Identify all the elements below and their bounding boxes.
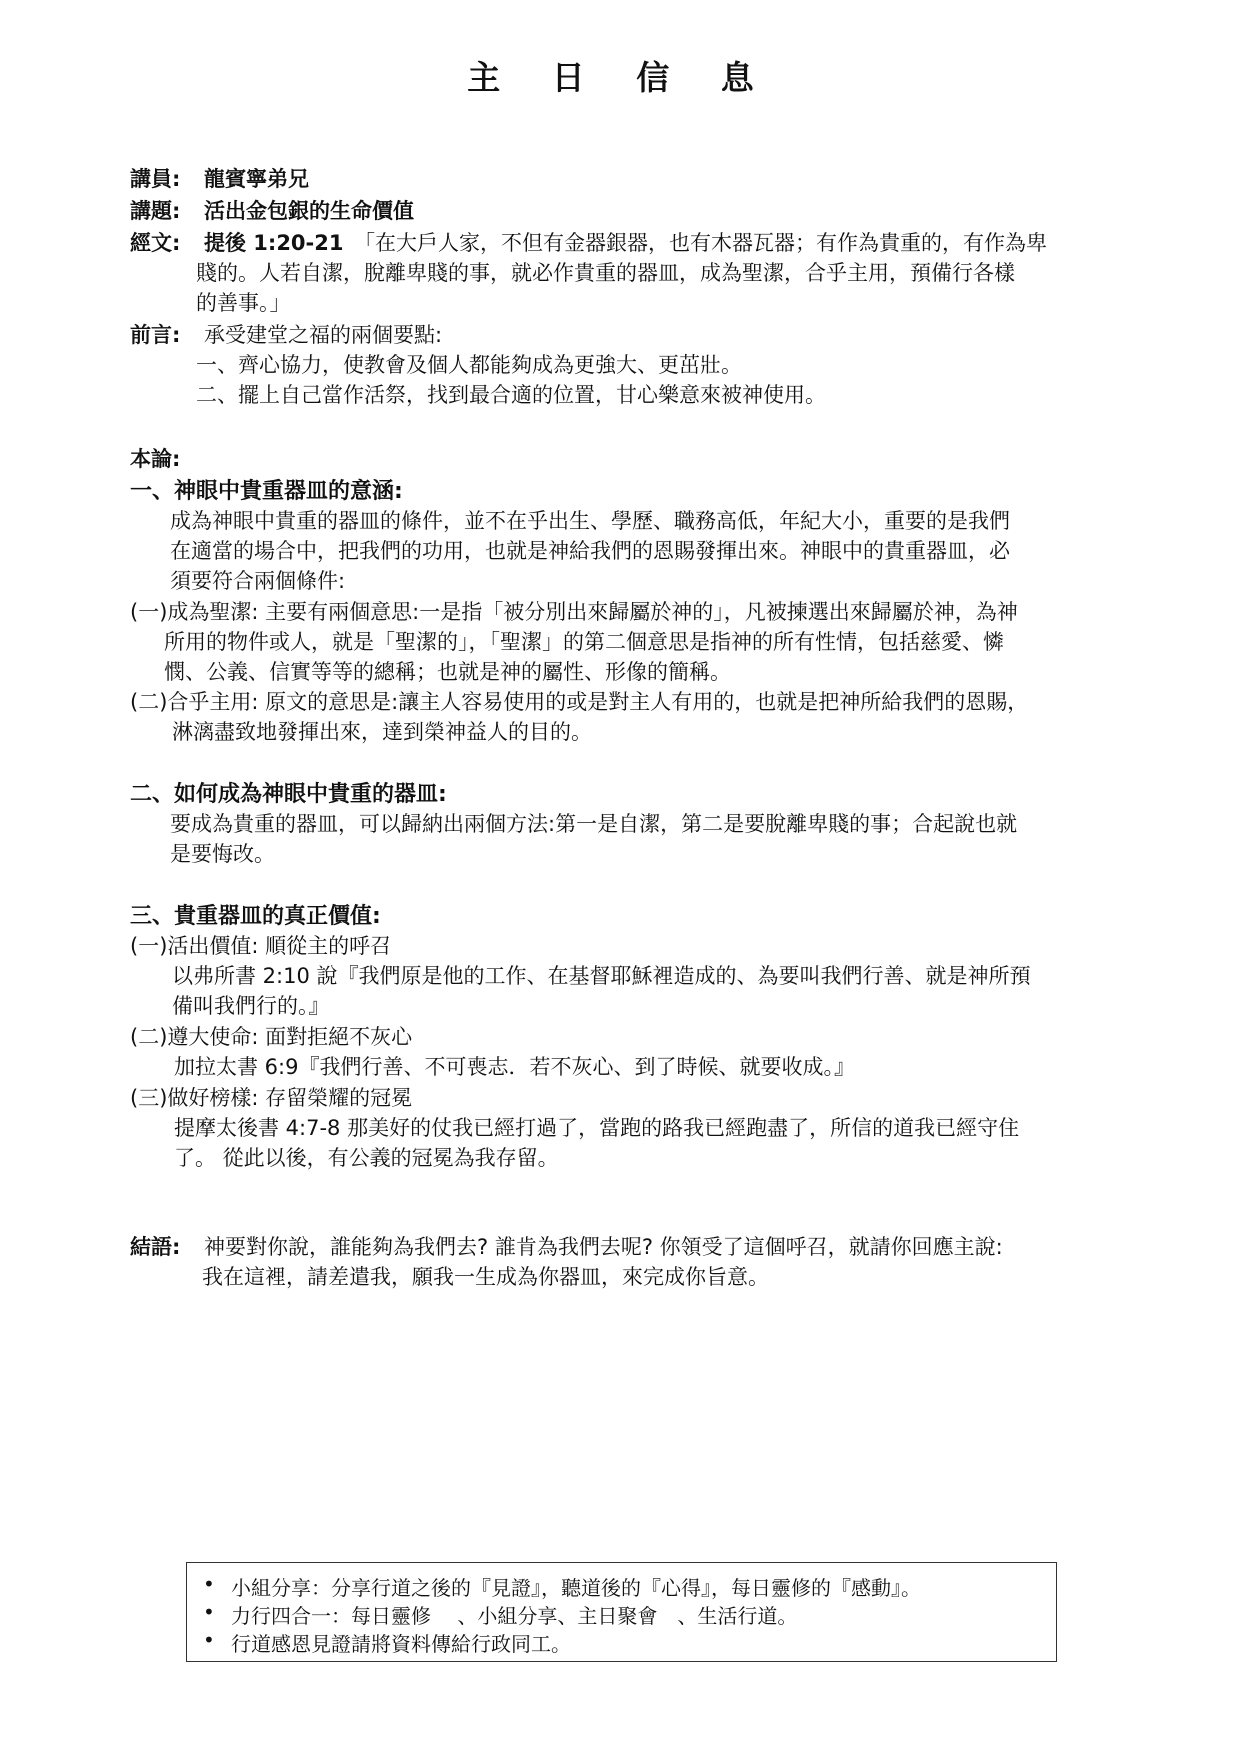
section3-item-line: 加拉太書 6:9『我們行善、不可喪志．若不灰心、到了時候、就要收成。』 bbox=[174, 1055, 855, 1079]
section3-item-line: 了。 從此以後，有公義的冠冕為我存留。 bbox=[174, 1146, 559, 1170]
section2-para: 是要悔改。 bbox=[170, 842, 275, 866]
section3-heading: 三、貴重器皿的真正價值: bbox=[130, 904, 381, 929]
section1-item2: 淋漓盡致地發揮出來，達到榮神益人的目的。 bbox=[172, 720, 592, 744]
scripture-label: 經文: bbox=[130, 231, 181, 255]
section2-heading: 二、如何成為神眼中貴重的器皿: bbox=[130, 782, 447, 807]
scripture-line: 的善事。」 bbox=[196, 291, 291, 315]
preface-point: 一、齊心協力，使教會及個人都能夠成為更強大、更茁壯。 bbox=[196, 353, 742, 377]
note-item: • 行道感恩見證請將資料傳給行政同工。 bbox=[231, 1628, 571, 1657]
section1-item1: 憫、公義、信實等等的總稱；也就是神的屬性、形像的簡稱。 bbox=[164, 660, 731, 684]
preface-point: 二、擺上自己當作活祭，找到最合適的位置，甘心樂意來被神使用。 bbox=[196, 383, 826, 407]
section1-para: 成為神眼中貴重的器皿的條件，並不在乎出生、學歷、職務高低，年紀大小，重要的是我們 bbox=[170, 509, 1010, 533]
section3-item-title: (一)活出價值: 順從主的呼召 bbox=[130, 934, 392, 958]
section1-item2: (二)合乎主用: 原文的意思是:讓主人容易使用的或是對主人有用的，也就是把神所給我們的恩賜， bbox=[130, 690, 1029, 714]
scripture-ref: 提後 1:20-21 bbox=[204, 231, 344, 255]
section1-item1: (一)成為聖潔: 主要有兩個意思:一是指「被分別出來歸屬於神的」，凡被揀選出來歸屬於神，為神 bbox=[130, 600, 1018, 624]
section1-item1: 所用的物件或人，就是「聖潔的」，「聖潔」的第二個意思是指神的所有性情，包括慈愛、憐 bbox=[164, 630, 1004, 654]
scripture-line: 「在大戶人家，不但有金器銀器，也有木器瓦器；有作為貴重的，有作為卑 bbox=[354, 231, 1047, 255]
section2-para: 要成為貴重的器皿，可以歸納出兩個方法:第一是自潔，第二是要脫離卑賤的事；合起說也就 bbox=[170, 812, 1018, 836]
note-item: • 力行四合一：每日靈修 、小組分享、主日聚會 、生活行道。 bbox=[231, 1600, 797, 1629]
speaker-name: 龍賓寧弟兄 bbox=[204, 167, 309, 191]
section3-item-line: 備叫我們行的。』 bbox=[172, 994, 330, 1018]
body-label: 本論: bbox=[130, 447, 181, 471]
scripture-line: 賤的。人若自潔，脫離卑賤的事，就必作貴重的器皿，成為聖潔，合乎主用，預備行各樣 bbox=[196, 261, 1015, 285]
conclusion-line: 我在這裡，請差遣我，願我一生成為你器皿，來完成你旨意。 bbox=[202, 1265, 769, 1289]
speaker-label: 講員: bbox=[130, 167, 181, 191]
conclusion-label: 結語: bbox=[130, 1235, 181, 1259]
section1-para: 須要符合兩個條件: bbox=[170, 569, 346, 593]
notes-box bbox=[186, 1562, 1057, 1662]
conclusion-line: 神要對你說，誰能夠為我們去? 誰肯為我們去呢? 你領受了這個呼召，就請你回應主說: bbox=[204, 1235, 1003, 1259]
section1-para: 在適當的場合中，把我們的功用，也就是神給我們的恩賜發揮出來。神眼中的貴重器皿，必 bbox=[170, 539, 1010, 563]
page-title: 主 日 信 息 bbox=[467, 58, 774, 97]
section3-item-line: 提摩太後書 4:7-8 那美好的仗我已經打過了，當跑的路我已經跑盡了，所信的道我已經守住 bbox=[174, 1116, 1020, 1140]
topic-label: 講題: bbox=[130, 199, 181, 223]
preface-label: 前言: bbox=[130, 323, 181, 347]
section3-item-title: (二)遵大使命: 面對拒絕不灰心 bbox=[130, 1025, 413, 1049]
section3-item-line: 以弗所書 2:10 說『我們原是他的工作、在基督耶穌裡造成的、為要叫我們行善、就是神所預 bbox=[172, 964, 1031, 988]
section3-item-title: (三)做好榜樣: 存留榮耀的冠冕 bbox=[130, 1086, 413, 1110]
topic-text: 活出金包銀的生命價值 bbox=[204, 199, 414, 223]
note-item: • 小組分享：分享行道之後的『見證』，聽道後的『心得』，每日靈修的『感動』。 bbox=[231, 1572, 921, 1601]
section1-heading: 一、神眼中貴重器皿的意涵: bbox=[130, 479, 403, 504]
preface-intro: 承受建堂之福的兩個要點: bbox=[204, 323, 443, 347]
